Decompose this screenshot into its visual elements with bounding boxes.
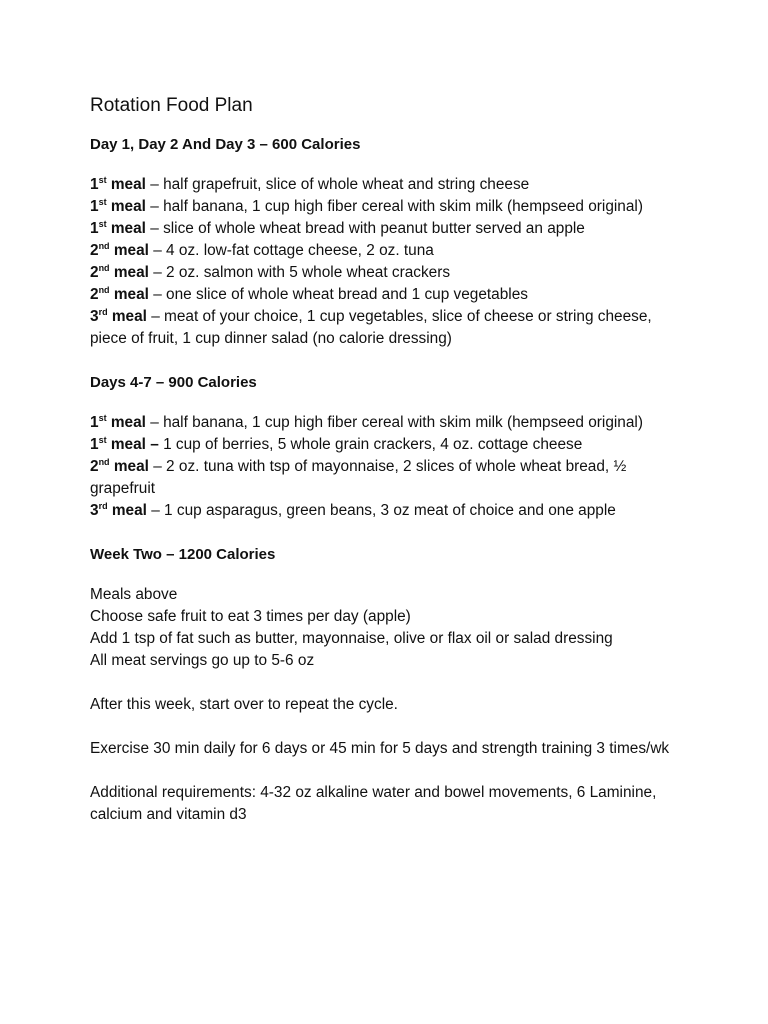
meal-label: 1st meal <box>90 412 146 431</box>
meal-label: 3rd meal <box>90 306 147 325</box>
meal-line: 3rd meal – 1 cup asparagus, green beans, 3 oz meat of choice and one apple <box>90 500 616 519</box>
meal-label: 2nd meal <box>90 284 149 303</box>
meal-line: 1st meal – half banana, 1 cup high fiber cereal with skim milk (hempseed original) <box>90 412 643 431</box>
meal-line: 2nd meal – 2 oz. tuna with tsp of mayonnaise, 2 slices of whole wheat bread, ½ grapefruit <box>90 456 627 497</box>
meal-label: 3rd meal <box>90 500 147 519</box>
meal-line: 2nd meal – one slice of whole wheat bread and 1 cup vegetables <box>90 284 528 303</box>
meal-description: meat of your choice, 1 cup vegetables, slice of cheese or string cheese, piece of fruit, 1 cup dinner salad (no calorie dressing) <box>90 308 652 347</box>
section-heading-days-4-7: Days 4-7 – 900 Calories <box>90 374 257 391</box>
meal-label: 1st meal – <box>90 434 159 453</box>
meal-description: half banana, 1 cup high fiber cereal with skim milk (hempseed original) <box>163 414 643 431</box>
note-line: Choose safe fruit to eat 3 times per day (apple) <box>90 608 411 625</box>
section-heading-days-1-3: Day 1, Day 2 And Day 3 – 600 Calories <box>90 136 361 153</box>
note-line: All meat servings go up to 5-6 oz <box>90 652 315 669</box>
meal-description: half banana, 1 cup high fiber cereal with skim milk (hempseed original) <box>163 198 643 215</box>
meal-line: 2nd meal – 4 oz. low-fat cottage cheese, 2 oz. tuna <box>90 240 434 259</box>
meal-label: 2nd meal <box>90 262 149 281</box>
meal-label: 1st meal <box>90 218 146 237</box>
meal-label: 1st meal <box>90 174 146 193</box>
meal-label: 2nd meal <box>90 240 149 259</box>
meal-line: 3rd meal – meat of your choice, 1 cup vegetables, slice of cheese or string cheese, piece of fruit, 1 cup dinner salad (no calorie dressing) <box>90 306 652 347</box>
meal-line <box>90 434 690 456</box>
section-heading-week-two: Week Two – 1200 Calories <box>90 546 276 563</box>
document-body <box>90 94 690 848</box>
meal-description: slice of whole wheat bread with peanut butter served an apple <box>163 220 585 237</box>
meal-label: 2nd meal <box>90 456 149 475</box>
meal-line: 1st meal – half grapefruit, slice of whole wheat and string cheese <box>90 174 530 193</box>
page-title: Rotation Food Plan <box>90 95 253 116</box>
meal-description: 2 oz. salmon with 5 whole wheat crackers <box>166 264 451 281</box>
repeat-cycle-paragraph: After this week, start over to repeat the cycle. <box>90 696 398 713</box>
note-line: Add 1 tsp of fat such as butter, mayonnaise, olive or flax oil or salad dressing <box>90 630 613 647</box>
meal-description: 4 oz. low-fat cottage cheese, 2 oz. tuna <box>166 242 434 259</box>
exercise-paragraph: Exercise 30 min daily for 6 days or 45 min for 5 days and strength training 3 times/wk <box>90 740 670 757</box>
meal-description: one slice of whole wheat bread and 1 cup vegetables <box>166 286 528 303</box>
meal-description: 1 cup of berries, 5 whole grain crackers, 4 oz. cottage cheese <box>163 436 583 453</box>
meal-line: 2nd meal – 2 oz. salmon with 5 whole wheat crackers <box>90 262 451 281</box>
meal-description: half grapefruit, slice of whole wheat and string cheese <box>163 176 530 193</box>
meal-description: 2 oz. tuna with tsp of mayonnaise, 2 slices of whole wheat bread, ½ grapefruit <box>90 458 627 497</box>
meal-line: 1st meal – slice of whole wheat bread with peanut butter served an apple <box>90 218 585 237</box>
meal-description: 1 cup asparagus, green beans, 3 oz meat of choice and one apple <box>164 502 616 519</box>
week-two-notes <box>90 584 690 672</box>
meal-list-days-1-3 <box>90 174 690 350</box>
meal-line: 1st meal – half banana, 1 cup high fiber cereal with skim milk (hempseed original) <box>90 196 643 215</box>
meal-label: 1st meal <box>90 196 146 215</box>
additional-requirements-paragraph: Additional requirements: 4-32 oz alkaline water and bowel movements, 6 Laminine, calcium and vitamin d3 <box>90 784 657 823</box>
meal-list-days-4-7 <box>90 412 690 522</box>
note-line: Meals above <box>90 586 178 603</box>
